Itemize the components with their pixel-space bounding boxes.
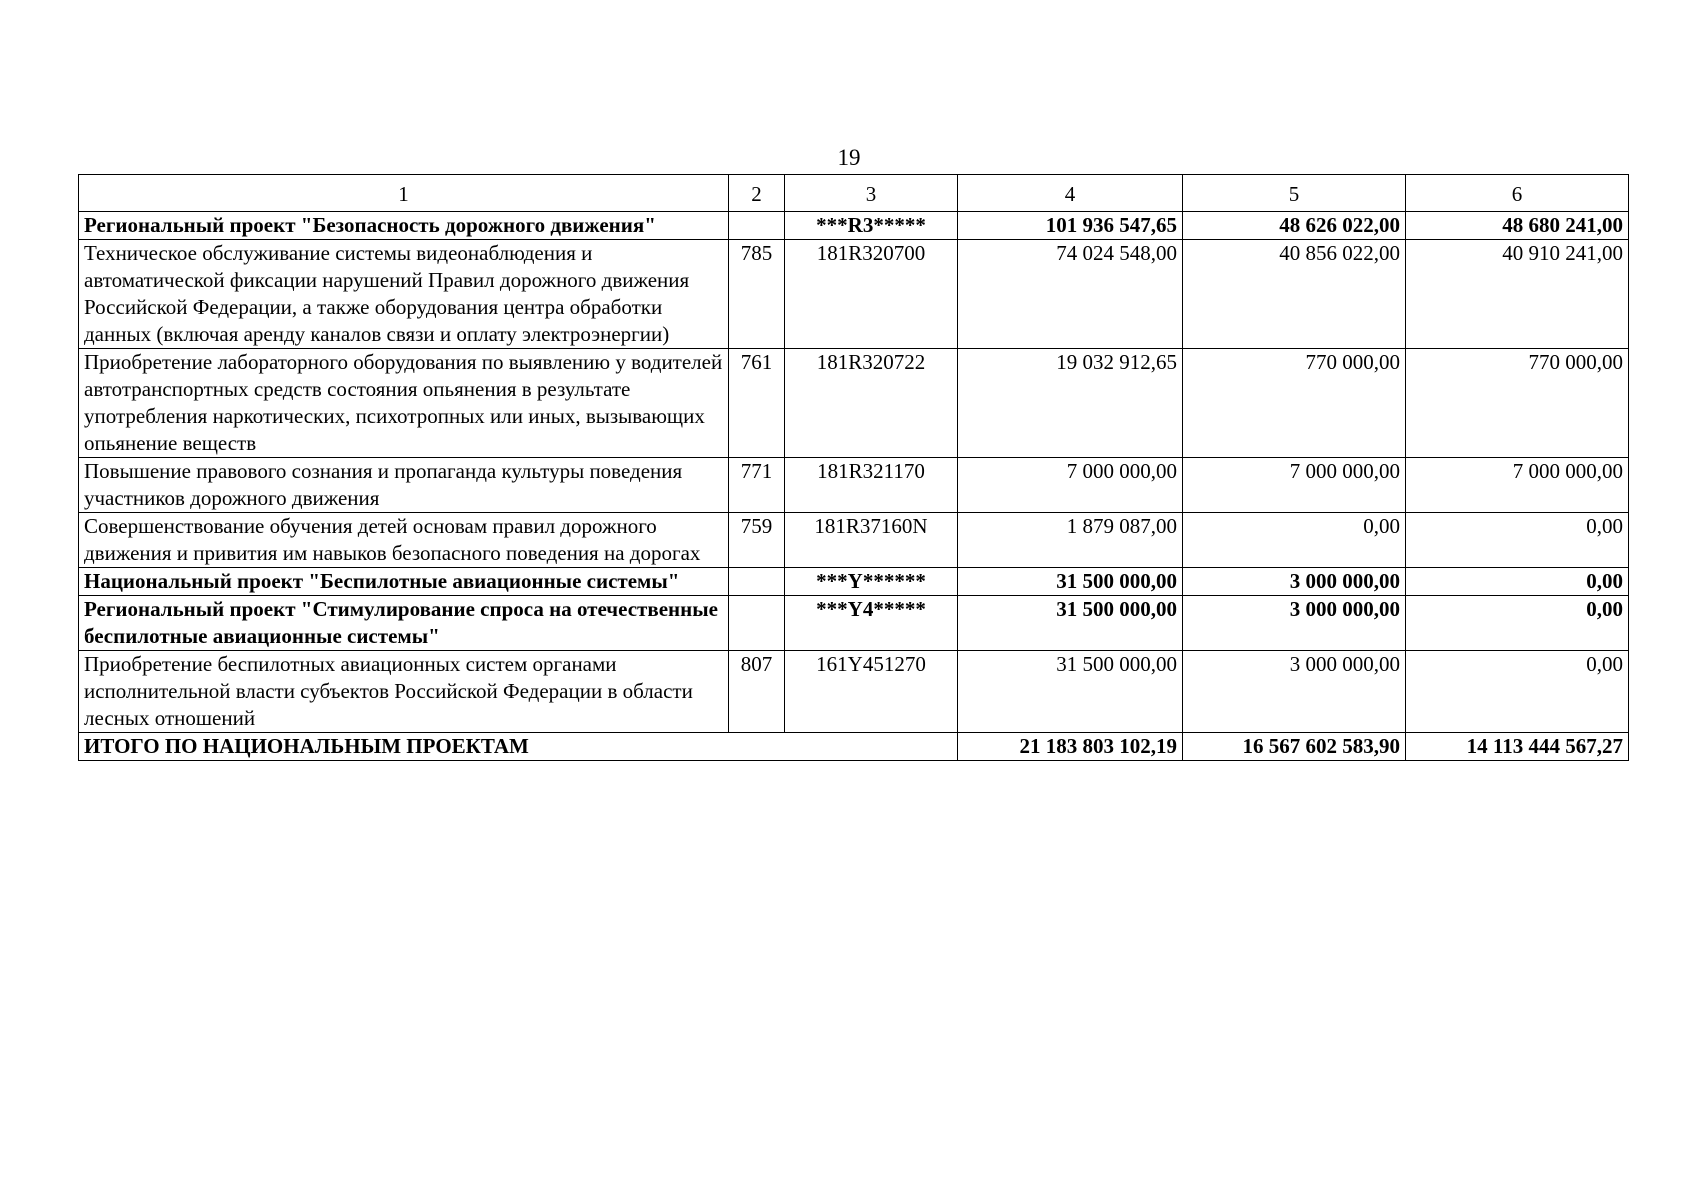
row-name: Техническое обслуживание системы видеонаблюдения и автоматической фиксации нарушений Правил дорожного движения Российской Федерации, а также оборудования центра обработки данных (включая аренду каналов связи и оплату электроэнергии): [79, 240, 729, 349]
row-name: Региональный проект "Безопасность дорожного движения": [79, 212, 729, 240]
page-number: 19: [837, 145, 861, 170]
row-name: Совершенствование обучения детей основам правил дорожного движения и привития им навыков безопасного поведения на дорогах: [79, 513, 729, 568]
row-target-article: ***Y4*****: [785, 596, 958, 651]
total-value-col4: 21 183 803 102,19: [958, 733, 1183, 761]
row-name: Приобретение беспилотных авиационных систем органами исполнительной власти субъектов Российской Федерации в области лесных отношений: [79, 651, 729, 733]
row-code: 759: [729, 513, 785, 568]
row-name: Национальный проект "Беспилотные авиационные системы": [79, 568, 729, 596]
row-value-col5: 770 000,00: [1183, 349, 1406, 458]
row-target-article: ***Y******: [785, 568, 958, 596]
row-value-col6: 770 000,00: [1406, 349, 1629, 458]
row-value-col6: 7 000 000,00: [1406, 458, 1629, 513]
row-target-article: 181R37160N: [785, 513, 958, 568]
row-name: Повышение правового сознания и пропаганда культуры поведения участников дорожного движения: [79, 458, 729, 513]
row-name: Приобретение лабораторного оборудования по выявлению у водителей автотранспортных средств состояния опьянения в результате употребления наркотических, психотропных или иных, вызывающих опьянение веществ: [79, 349, 729, 458]
total-row: [79, 733, 1629, 761]
row-code: [729, 568, 785, 596]
row-target-article: 181R321170: [785, 458, 958, 513]
row-value-col6: 0,00: [1406, 568, 1629, 596]
table-row: [79, 568, 1629, 596]
row-value-col5: 3 000 000,00: [1183, 651, 1406, 733]
row-value-col4: 31 500 000,00: [958, 596, 1183, 651]
table-row: [79, 651, 1629, 733]
row-value-col5: 3 000 000,00: [1183, 596, 1406, 651]
row-target-article: 161Y451270: [785, 651, 958, 733]
table-row: [79, 458, 1629, 513]
row-code: 761: [729, 349, 785, 458]
table-row: [79, 349, 1629, 458]
header-row: [79, 175, 1629, 212]
table-row: [79, 212, 1629, 240]
row-value-col5: 7 000 000,00: [1183, 458, 1406, 513]
table-row: [79, 240, 1629, 349]
total-value-col5: 16 567 602 583,90: [1183, 733, 1406, 761]
row-value-col6: 0,00: [1406, 596, 1629, 651]
row-value-col4: 19 032 912,65: [958, 349, 1183, 458]
row-code: 771: [729, 458, 785, 513]
table-row: [79, 513, 1629, 568]
budget-table: [78, 174, 1629, 761]
row-value-col4: 101 936 547,65: [958, 212, 1183, 240]
header-col-6: 6: [1406, 175, 1629, 212]
row-value-col5: 40 856 022,00: [1183, 240, 1406, 349]
row-target-article: 181R320700: [785, 240, 958, 349]
row-value-col5: 3 000 000,00: [1183, 568, 1406, 596]
row-value-col4: 31 500 000,00: [958, 651, 1183, 733]
row-value-col4: 7 000 000,00: [958, 458, 1183, 513]
row-value-col6: 0,00: [1406, 513, 1629, 568]
row-value-col6: 40 910 241,00: [1406, 240, 1629, 349]
row-target-article: 181R320722: [785, 349, 958, 458]
row-value-col4: 31 500 000,00: [958, 568, 1183, 596]
header-col-3: 3: [785, 175, 958, 212]
row-value-col5: 48 626 022,00: [1183, 212, 1406, 240]
row-code: 807: [729, 651, 785, 733]
total-label: ИТОГО ПО НАЦИОНАЛЬНЫМ ПРОЕКТАМ: [79, 733, 958, 761]
row-code: [729, 596, 785, 651]
row-code: [729, 212, 785, 240]
row-name: Региональный проект "Стимулирование спроса на отечественные беспилотные авиационные системы": [79, 596, 729, 651]
total-value-col6: 14 113 444 567,27: [1406, 733, 1629, 761]
row-value-col6: 0,00: [1406, 651, 1629, 733]
row-value-col4: 1 879 087,00: [958, 513, 1183, 568]
row-code: 785: [729, 240, 785, 349]
header-col-2: 2: [729, 175, 785, 212]
row-value-col5: 0,00: [1183, 513, 1406, 568]
row-value-col6: 48 680 241,00: [1406, 212, 1629, 240]
header-col-5: 5: [1183, 175, 1406, 212]
header-col-4: 4: [958, 175, 1183, 212]
table-row: [79, 596, 1629, 651]
header-col-1: 1: [79, 175, 729, 212]
row-value-col4: 74 024 548,00: [958, 240, 1183, 349]
row-target-article: ***R3*****: [785, 212, 958, 240]
